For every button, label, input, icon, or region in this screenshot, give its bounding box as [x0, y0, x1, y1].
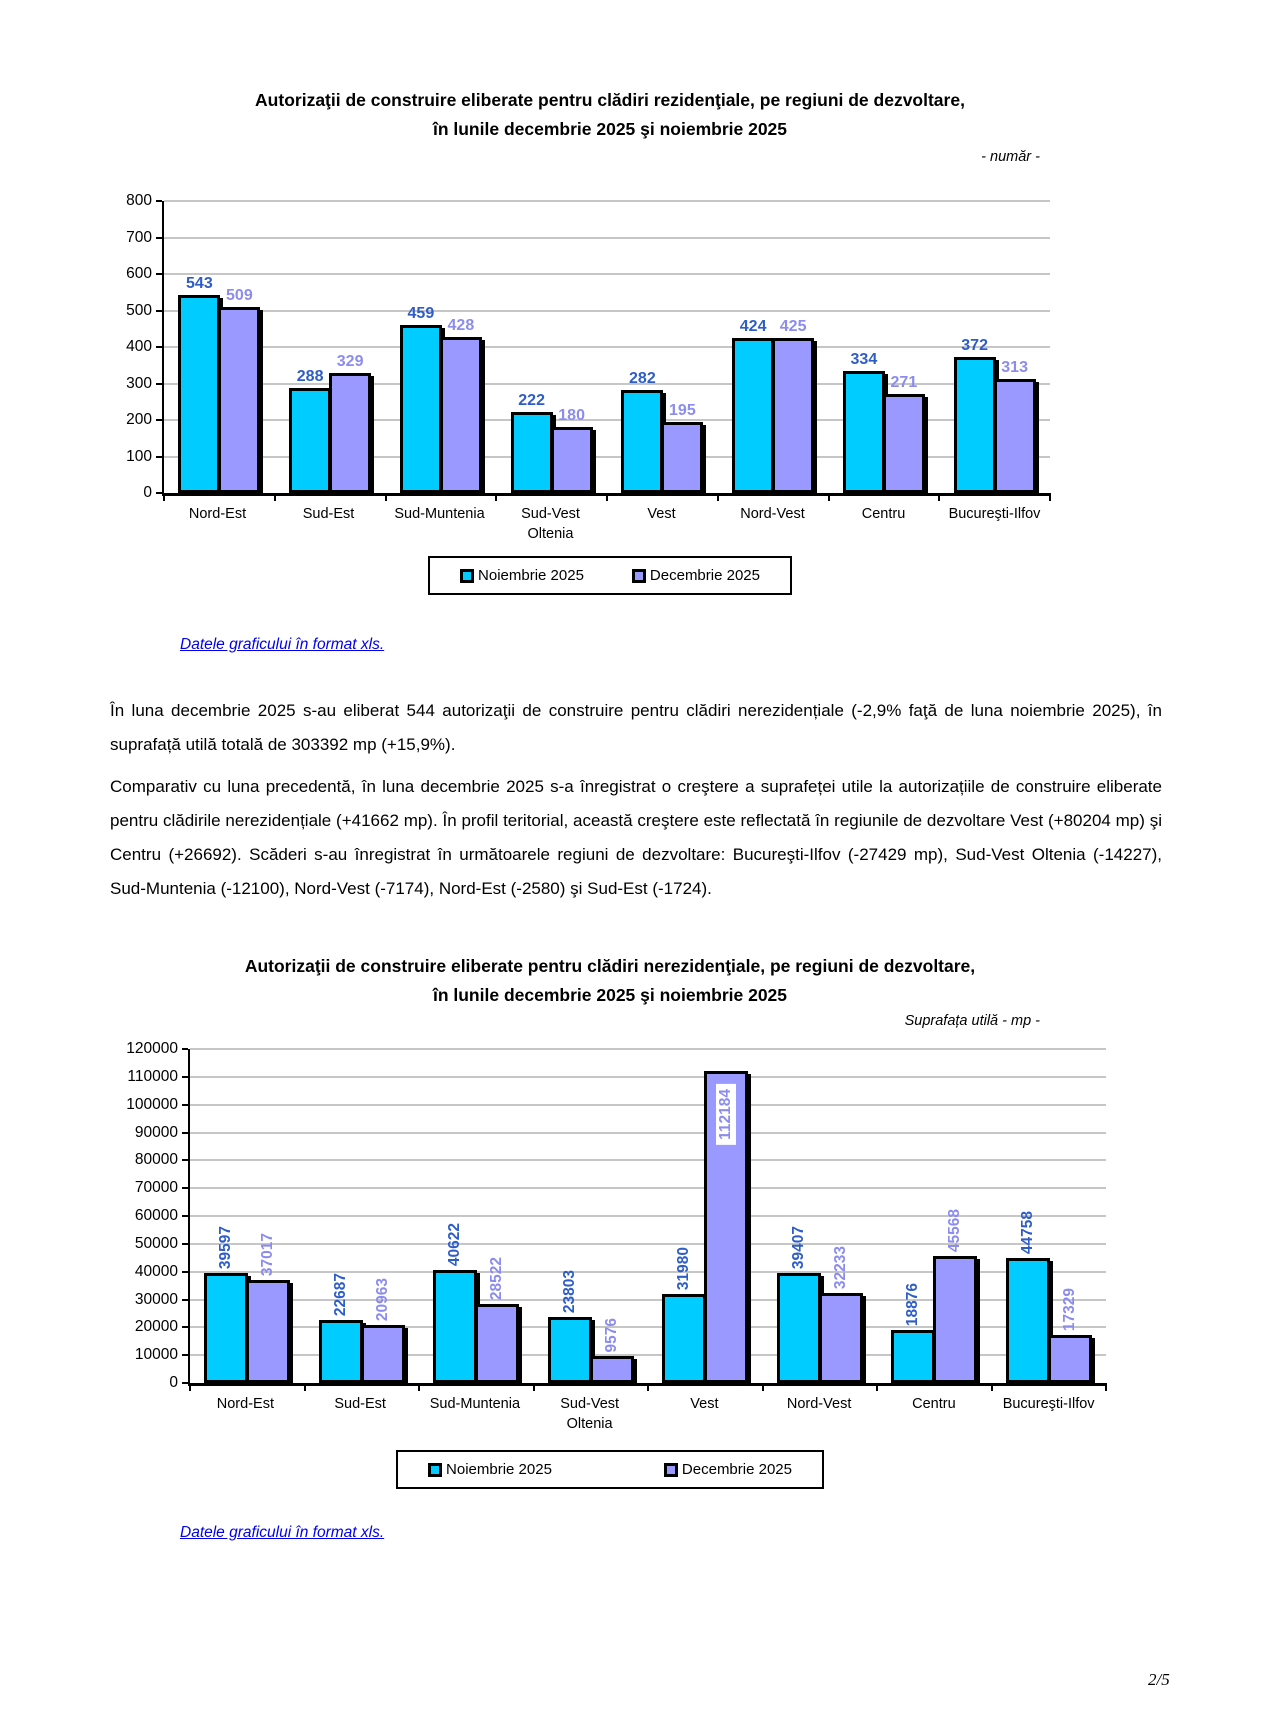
x-tick-mark: [274, 493, 276, 501]
unit-note: - număr -: [981, 149, 1040, 165]
category-labels-row: [162, 505, 1050, 544]
x-tick-mark: [938, 493, 940, 501]
xls-data-link[interactable]: Datele graficului în format xls.: [180, 636, 385, 653]
bar-value-label: 509: [226, 287, 253, 305]
bar-value-label: 424: [739, 318, 767, 336]
bar-noiembrie: [732, 318, 774, 493]
plot-area-wrap: [162, 201, 1050, 544]
bar-value-label: 288: [296, 367, 324, 385]
bar-decembrie: [772, 317, 814, 493]
y-tick-label: 0: [169, 1374, 178, 1391]
chart-legend: [396, 1450, 824, 1489]
bar-group: [939, 201, 1050, 493]
y-tick-label: 80000: [134, 1151, 178, 1169]
plot-area-wrap: [188, 1049, 1106, 1434]
bar-noiembrie: [777, 1226, 821, 1383]
x-tick-mark: [385, 493, 387, 501]
chart-residential-section: [110, 86, 1110, 595]
bar-group: [829, 201, 940, 493]
legend-entry: [664, 1461, 792, 1478]
category-label: Sud-Muntenia: [394, 506, 485, 522]
x-tick-mark: [876, 1383, 878, 1391]
category-label: Nord-Est: [188, 506, 247, 522]
bar-value-label: 28522: [488, 1256, 506, 1300]
bar-decembrie: [440, 316, 482, 493]
xls-data-link[interactable]: Datele graficului în format xls.: [180, 1524, 385, 1541]
y-tick-label: 100000: [126, 1095, 178, 1113]
bar-value-label: 44758: [1018, 1211, 1036, 1255]
y-tick-label: 300: [126, 374, 152, 392]
bar-noiembrie: [433, 1222, 477, 1383]
bar-value-label: 313: [1001, 358, 1028, 376]
plot-area: [188, 1049, 1106, 1386]
bar-chart-residential: [110, 192, 1050, 544]
page-number: 2/5: [1148, 1670, 1170, 1689]
legend-label: Noiembrie 2025: [478, 567, 584, 585]
chart-title: [110, 86, 1110, 144]
y-tick-label: 700: [126, 228, 152, 246]
bar-group: [275, 201, 386, 493]
bar-value-label: 282: [629, 370, 656, 388]
bar-group: [190, 1049, 305, 1383]
bar-group: [763, 1049, 878, 1383]
y-tick-label: 600: [126, 265, 152, 282]
x-tick-mark: [189, 1383, 191, 1391]
y-tick-label: 50000: [134, 1234, 178, 1252]
bar-value-label: 425: [779, 317, 807, 335]
x-tick-mark: [762, 1383, 764, 1391]
bar-decembrie: [819, 1246, 863, 1383]
legend-entry: [428, 1461, 552, 1478]
bar-group: [305, 1049, 420, 1383]
x-tick-mark: [828, 493, 830, 501]
x-tick-mark: [647, 1383, 649, 1391]
x-tick-mark: [1049, 493, 1051, 501]
bar-group: [534, 1049, 649, 1383]
bar-value-label: 20963: [373, 1277, 391, 1321]
bar-value-label: 372: [961, 337, 988, 355]
y-axis: [110, 192, 162, 501]
y-tick-label: 100: [126, 447, 152, 465]
legend-swatch-icon: [428, 1463, 442, 1477]
category-label: Centru: [861, 506, 906, 522]
y-tick-label: 10000: [134, 1346, 178, 1364]
bar-noiembrie: [548, 1269, 592, 1383]
bar-noiembrie: [319, 1272, 363, 1383]
category-label: Nord-Est: [216, 1396, 274, 1412]
bar-noiembrie: [289, 367, 331, 493]
bar-value-label: 329: [336, 352, 364, 370]
bar-group: [648, 1049, 763, 1383]
x-tick-mark: [533, 1383, 535, 1391]
bar-decembrie: [661, 401, 703, 493]
legend-entry: [460, 567, 584, 584]
bar-noiembrie: [621, 370, 663, 493]
bar-noiembrie: [843, 351, 885, 493]
bar-value-label: 22687: [331, 1272, 349, 1316]
y-tick-label: 500: [126, 301, 152, 319]
y-tick-label: 200: [126, 411, 152, 428]
legend-swatch-icon: [460, 569, 474, 583]
category-label: Sud-Est: [302, 506, 355, 522]
bar-decembrie: [883, 374, 925, 493]
chart-title-line1: Autorizaţii de construire eliberate pentru clădiri nerezidenţiale, pe regiuni de dezvoltare,: [244, 956, 976, 976]
y-tick-label: 400: [126, 338, 152, 355]
category-label: Sud-Est: [334, 1396, 386, 1412]
y-tick-label: 0: [143, 484, 152, 501]
bar-value-label: 32233: [831, 1246, 849, 1290]
x-tick-mark: [991, 1383, 993, 1391]
chart-nonresidential-section: [110, 952, 1110, 1489]
category-label: Sud-Vest Oltenia: [521, 506, 580, 542]
legend-label: Decembrie 2025: [681, 1461, 792, 1479]
bar-decembrie: [933, 1209, 977, 1383]
y-tick-label: 800: [126, 192, 152, 209]
bar-decembrie: [218, 287, 260, 493]
bar-value-label: 195: [669, 401, 696, 419]
chart-title-line1: Autorizaţii de construire eliberate pentru clădiri rezidenţiale, pe regiuni de dezvoltare,: [255, 90, 965, 110]
category-label: Vest: [690, 1396, 719, 1412]
bar-group: [877, 1049, 992, 1383]
bar-noiembrie: [1006, 1211, 1050, 1383]
x-tick-mark: [304, 1383, 306, 1391]
y-axis: [110, 1040, 188, 1391]
legend-entry: [632, 567, 760, 584]
chart-title-line2: în lunile decembrie 2025 şi noiembrie 2025: [432, 985, 788, 1005]
y-tick-label: 20000: [134, 1318, 178, 1336]
y-tick-label: 30000: [134, 1290, 178, 1308]
bar-decembrie: [329, 352, 371, 493]
bar-value-label: 45568: [946, 1209, 964, 1253]
bar-value-label: 23803: [560, 1269, 578, 1313]
bar-value-label: 222: [518, 391, 545, 409]
y-tick-label: 110000: [127, 1067, 178, 1085]
bar-value-label: 180: [558, 407, 585, 425]
bar-value-label: 112184: [716, 1084, 736, 1145]
bar-value-label: 39407: [789, 1226, 807, 1270]
bar-noiembrie: [204, 1225, 248, 1383]
bar-value-label: 543: [186, 274, 213, 292]
bar-noiembrie: [662, 1246, 706, 1383]
bar-group: [419, 1049, 534, 1383]
chart-title-line2: în lunile decembrie 2025 şi noiembrie 2025: [432, 119, 788, 139]
category-label: Vest: [647, 506, 676, 522]
y-tick-label: 120000: [126, 1040, 178, 1057]
bar-value-label: 9576: [602, 1317, 620, 1353]
bar-noiembrie: [511, 391, 553, 493]
bar-group: [386, 201, 497, 493]
bar-value-label: 17329: [1060, 1287, 1078, 1331]
bar-value-label: 31980: [675, 1246, 693, 1290]
legend-swatch-icon: [632, 569, 646, 583]
bar-decembrie: [246, 1232, 290, 1383]
bar-value-label: 459: [407, 305, 435, 323]
bar-decembrie: [361, 1277, 405, 1383]
x-tick-mark: [163, 493, 165, 501]
category-label: Sud-Muntenia: [429, 1396, 521, 1412]
bar-decembrie: [994, 358, 1036, 493]
bar-decembrie: [551, 407, 593, 493]
x-tick-mark: [606, 493, 608, 501]
bar-decembrie: [475, 1256, 519, 1383]
x-tick-mark: [495, 493, 497, 501]
unit-note: Suprafața utilă - mp -: [904, 1013, 1040, 1029]
y-tick-label: 40000: [134, 1262, 178, 1280]
bar-noiembrie: [178, 274, 220, 493]
bar-group: [164, 201, 275, 493]
bar-decembrie: [590, 1317, 634, 1383]
bar-chart-nonresidential: [110, 1040, 1106, 1434]
x-tick-mark: [717, 493, 719, 501]
bar-groups: [190, 1049, 1106, 1383]
bar-decembrie: [1048, 1287, 1092, 1383]
chart-title: [110, 952, 1110, 1010]
bar-value-label: 39597: [217, 1225, 235, 1269]
bar-group: [607, 201, 718, 493]
y-tick-label: 70000: [134, 1179, 178, 1197]
category-label: Sud-Vest Oltenia: [560, 1396, 620, 1432]
x-tick-mark: [418, 1383, 420, 1391]
category-label: Bucureşti-Ilfov: [1002, 1396, 1095, 1412]
legend-label: Noiembrie 2025: [446, 1461, 552, 1479]
paragraph-summary: În luna decembrie 2025 s-au eliberat 544 autorizaţii de construire pentru clădiri nerezidențiale (-2,9% faţă de luna noiembrie 2025), în suprafață utilă totală de 303392 mp (+15,9%).: [110, 701, 1162, 754]
bar-noiembrie: [400, 305, 442, 493]
bar-group: [992, 1049, 1107, 1383]
y-tick-label: 90000: [134, 1123, 178, 1141]
bar-value-label: 271: [890, 374, 918, 392]
x-tick-mark: [1105, 1383, 1107, 1391]
bar-group: [496, 201, 607, 493]
bar-group: [718, 201, 829, 493]
legend-label: Decembrie 2025: [649, 567, 760, 585]
plot-area: [162, 201, 1050, 496]
category-label: Bucureşti-Ilfov: [948, 506, 1041, 522]
bar-groups: [164, 201, 1050, 493]
category-label: Nord-Vest: [786, 1396, 852, 1412]
bar-value-label: 37017: [259, 1232, 277, 1276]
bar-value-label: 18876: [904, 1283, 922, 1327]
bar-decembrie: [704, 1071, 748, 1383]
legend-swatch-icon: [664, 1463, 678, 1477]
y-tick-label: 60000: [134, 1207, 178, 1224]
category-label: Nord-Vest: [740, 506, 805, 522]
category-labels-row: [188, 1395, 1106, 1434]
bar-value-label: 428: [447, 316, 475, 334]
chart-legend: [428, 556, 792, 595]
paragraph-detail: Comparativ cu luna precedentă, în luna decembrie 2025 s-a înregistrat o creştere a suprafeței utile la autorizațiile de construire eliberate pentru clădirile nerezidențiale (+41662 mp). În profil teritorial, această creştere este reflectată în regiunile de dezvoltare Vest (+80204 mp) şi Centru (+26692). Scăderi s-au înregistrat în următoarele regiuni de dezvoltare: Bucureşti-Ilfov (-27429 mp), Sud-Vest Oltenia (-14227), Sud-Muntenia (-12100), Nord-Vest (-7174), Nord-Est (-2580) şi Sud-Est (-1724).: [110, 777, 1162, 898]
category-label: Centru: [912, 1396, 956, 1412]
bar-value-label: 40622: [446, 1222, 464, 1266]
bar-noiembrie: [891, 1283, 935, 1383]
bar-noiembrie: [954, 337, 996, 493]
bar-value-label: 334: [850, 351, 878, 369]
